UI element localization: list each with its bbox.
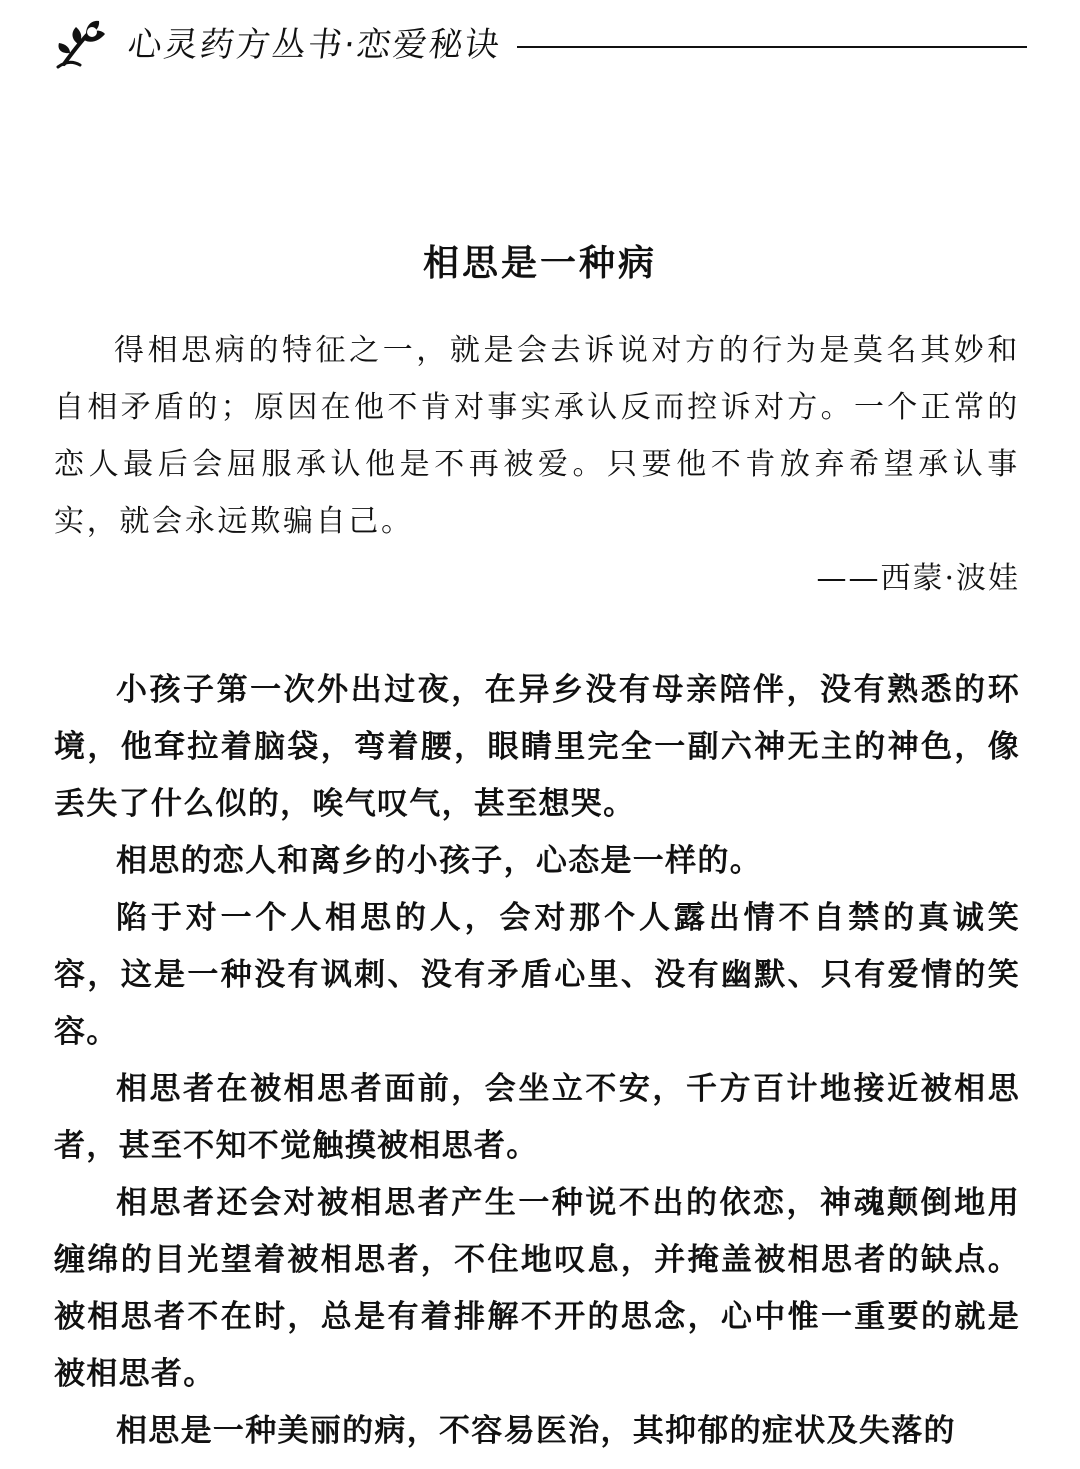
flower-ornament-icon <box>52 18 108 72</box>
body-paragraph: 陷于对一个人相思的人，会对那个人露出情不自禁的真诚笑容，这是一种没有讽刺、没有矛盾心里、没有幽默、只有爱情的笑容。 <box>54 900 1020 1050</box>
opening-quote: 得相思病的特征之一，就是会去诉说对方的行为是莫名其妙和自相矛盾的；原因在他不肯对事实承认反而控诉对方。一个正常的恋人最后会屈服承认他是不再被爱。只要他不肯放弃希望承认事实，就会永远欺骗自己。 <box>54 333 1020 539</box>
section-title: 相思是一种病 <box>422 243 657 285</box>
body-paragraph: 相思是一种美丽的病，不容易医治，其抑郁的症状及失落的 <box>116 1413 956 1449</box>
running-header <box>52 18 1027 72</box>
body-text <box>54 662 1020 1460</box>
body-paragraph: 相思者还会对被相思者产生一种说不出的依恋，神魂颠倒地用缠绵的目光望着被相思者，不住地叹息，并掩盖被相思者的缺点。被相思者不在时，总是有着排解不开的思念，心中惟一重要的就是被相思者。 <box>54 1185 1020 1392</box>
running-header-rule <box>517 46 1027 48</box>
body-paragraph: 小孩子第一次外出过夜，在异乡没有母亲陪伴，没有熟悉的环境，他耷拉着脑袋，弯着腰，眼睛里完全一副六神无主的神色，像丢失了什么似的，唉气叹气，甚至想哭。 <box>54 672 1020 822</box>
running-header-title: 心灵药方丛书·恋爱秘诀 <box>125 25 504 65</box>
quote-attribution: ——西蒙·波娃 <box>816 561 1020 596</box>
body-paragraph: 相思的恋人和离乡的小孩子，心态是一样的。 <box>116 843 762 879</box>
body-paragraph: 相思者在被相思者面前，会坐立不安，千方百计地接近被相思者，甚至不知不觉触摸被相思者。 <box>54 1071 1020 1164</box>
